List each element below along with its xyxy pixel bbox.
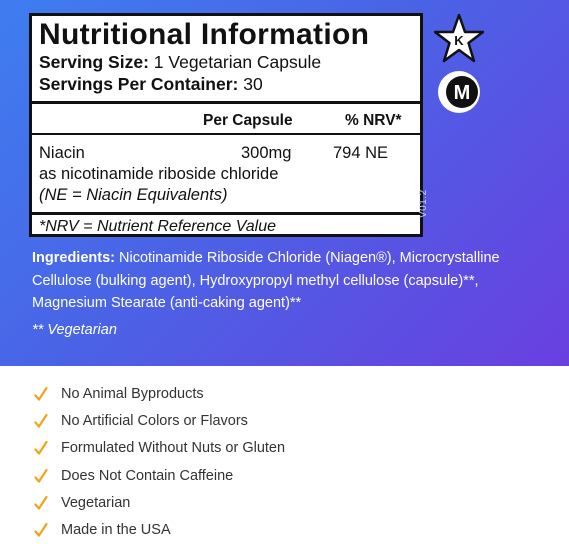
check-icon <box>34 468 48 484</box>
divider <box>32 133 420 135</box>
nutrient-name: Niacin <box>39 144 85 162</box>
nutrient-nrv: 794 NE <box>333 144 389 162</box>
m-certification-icon <box>437 68 485 116</box>
feature-item <box>34 380 285 407</box>
ingredients-text <box>32 247 532 315</box>
check-icon <box>34 495 48 511</box>
kosher-star-icon <box>434 14 484 64</box>
serving-size-label: Serving Size: <box>39 52 149 72</box>
feature-text: Made in the USA <box>61 522 171 539</box>
feature-text: Does Not Contain Caffeine <box>61 467 234 484</box>
feature-text: Formulated Without Nuts or Gluten <box>61 440 286 457</box>
label-title: Nutritional Information <box>39 18 370 51</box>
ingredients-heading: Ingredients: <box>32 250 115 266</box>
serving-size-value: 1 Vegetarian Capsule <box>153 52 322 72</box>
divider <box>32 212 420 215</box>
col-per-capsule: Per Capsule <box>203 112 293 129</box>
feature-item <box>34 435 285 462</box>
feature-item <box>34 462 285 489</box>
feature-text: No Artificial Colors or Flavors <box>61 412 248 429</box>
servings-per-container <box>39 74 263 95</box>
version-code: V01.2 <box>418 189 429 218</box>
check-icon <box>34 386 48 402</box>
vegetarian-note: ** Vegetarian <box>32 322 117 338</box>
check-icon <box>34 440 48 456</box>
kosher-letter: K <box>454 33 464 48</box>
feature-item <box>34 489 285 516</box>
feature-item <box>34 516 285 543</box>
ingredients-list: Nicotinamide Riboside Chloride (Niagen®), Microcrystalline Cellulose (bulking agent), Hydroxypropyl methyl cellulose (capsule)**, Magnesium Stearate (anti-caking agent)** <box>32 250 500 311</box>
m-letter: M <box>453 82 471 104</box>
divider <box>32 101 420 104</box>
feature-item <box>34 407 285 434</box>
servings-label: Servings Per Container: <box>39 74 239 94</box>
serving-size <box>39 52 321 73</box>
nutrient-source: as nicotinamide riboside chloride <box>39 165 279 183</box>
check-icon <box>34 413 48 429</box>
feature-text: No Animal Byproducts <box>61 385 204 402</box>
nutrition-label <box>29 13 423 237</box>
col-nrv: % NRV* <box>345 112 402 129</box>
nutrient-note: (NE = Niacin Equivalents) <box>39 186 228 204</box>
feature-text: Vegetarian <box>61 494 131 511</box>
servings-value: 30 <box>243 74 263 94</box>
check-icon <box>34 522 48 538</box>
nrv-footnote: *NRV = Nutrient Reference Value <box>39 218 277 235</box>
nutrient-amount: 300mg <box>241 144 292 162</box>
feature-list <box>34 380 285 544</box>
